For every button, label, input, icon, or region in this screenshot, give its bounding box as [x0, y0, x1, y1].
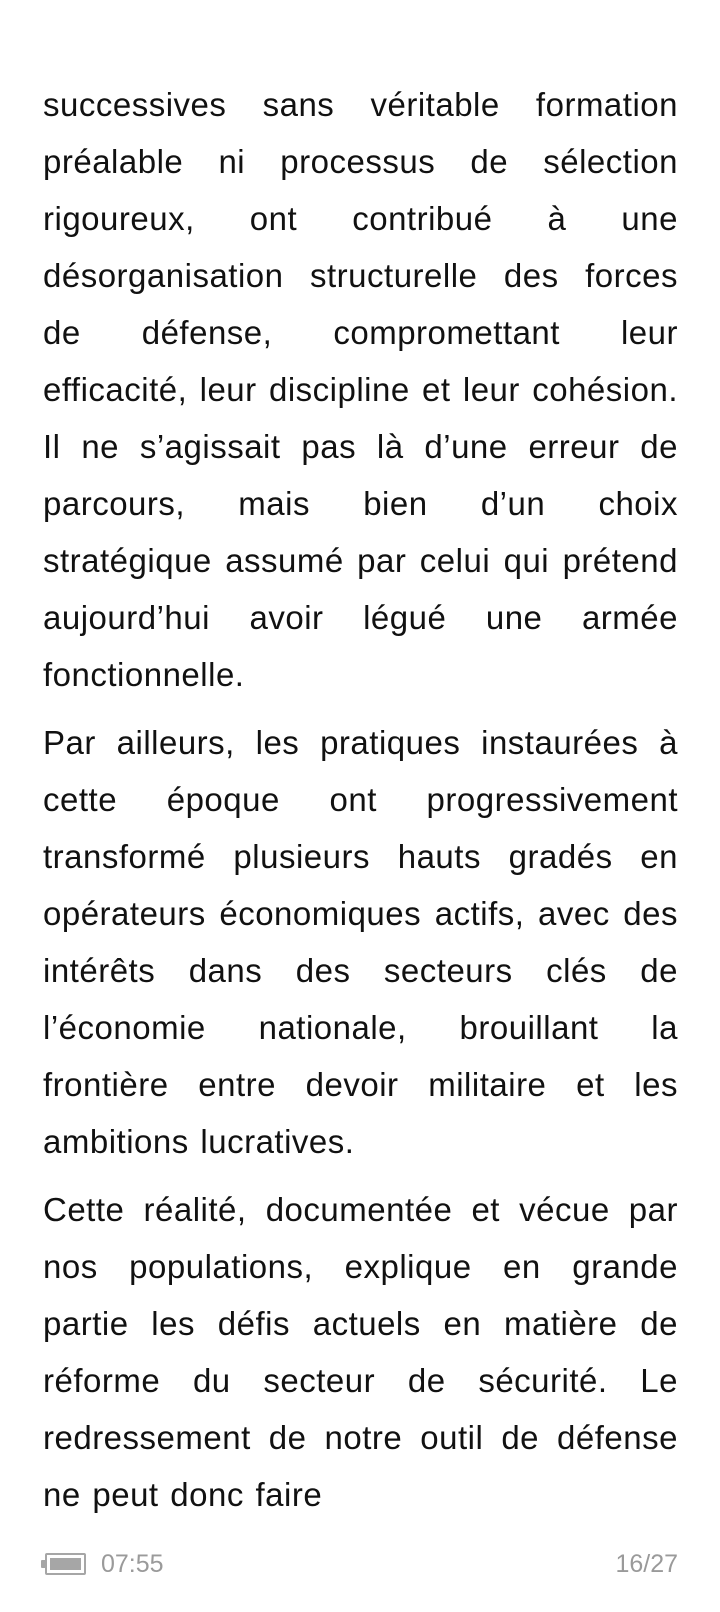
paragraph-1: successives sans véritable formation préalable ni processus de sélection rigoureux, ont contribué à une désorganisation structurelle des forces de défense, compromettant leur efficacité, leur discipline et leur cohésion. Il ne s’agissait pas là d’une erreur de parcours, mais bien d’un choix stratégique assumé par celui qui prétend aujourd’hui avoir légué une armée fonctionnelle. — [43, 86, 678, 693]
paragraph-3: Cette réalité, documentée et vécue par nos populations, explique en grande partie les défis actuels en matière de réforme du secteur de sécurité. Le redressement de notre outil de défense ne peut donc faire — [43, 1191, 678, 1513]
paragraph-2: Par ailleurs, les pratiques instaurées à cette époque ont progressivement transformé plusieurs hauts gradés en opérateurs économiques actifs, avec des intérêts dans des secteurs clés de l’économie nationale, brouillant la frontière entre devoir militaire et les ambitions lucratives. — [43, 724, 678, 1160]
battery-icon — [41, 1553, 89, 1577]
reader-status-bar — [0, 1545, 720, 1585]
page-indicator: 16/27 — [615, 1550, 678, 1578]
reading-text — [43, 76, 678, 1534]
clock-time: 07:55 — [101, 1550, 164, 1578]
